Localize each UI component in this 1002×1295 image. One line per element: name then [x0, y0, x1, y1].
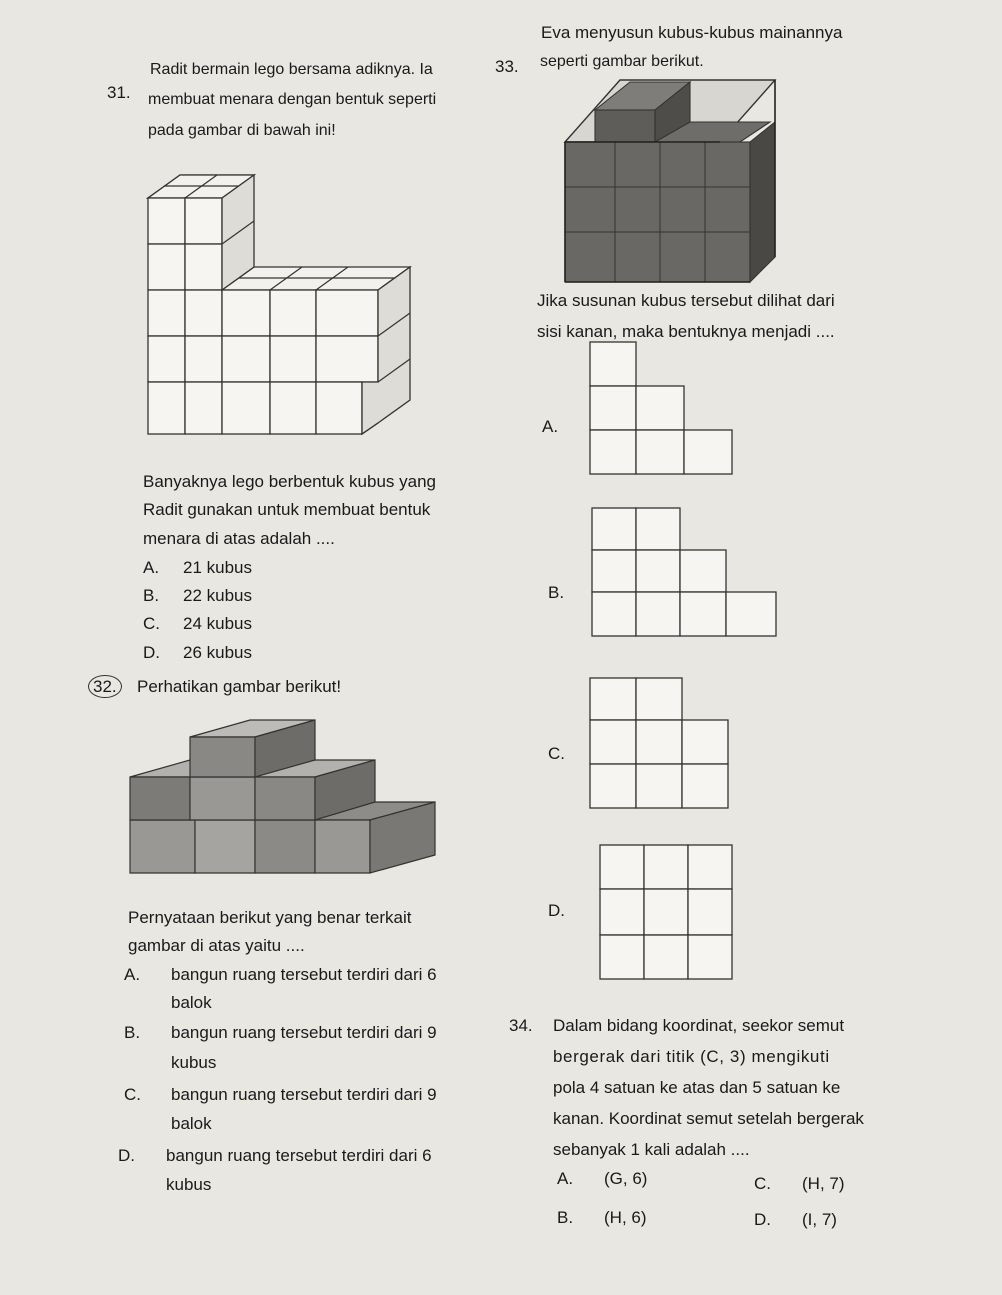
- q31-question-line2: Radit gunakan untuk membuat bentuk: [143, 500, 431, 519]
- q31-option-c-text[interactable]: 24 kubus: [183, 614, 252, 633]
- q32-option-d-line2[interactable]: kubus: [166, 1175, 212, 1194]
- q33-cubes-in-box-figure: [560, 72, 790, 287]
- q32-option-b-letter[interactable]: B.: [124, 1023, 141, 1042]
- q34-option-d-letter[interactable]: D.: [754, 1210, 771, 1229]
- q31-cube-tower-figure: [140, 170, 420, 460]
- q32-option-b-line1[interactable]: bangun ruang tersebut terdiri dari 9: [171, 1023, 437, 1042]
- q33-option-c-letter[interactable]: C.: [548, 744, 565, 763]
- q31-option-a-text[interactable]: 21 kubus: [183, 558, 252, 577]
- q34-text-line4: kanan. Koordinat semut setelah bergerak: [553, 1109, 864, 1128]
- q32-option-c-line2[interactable]: balok: [171, 1114, 212, 1133]
- q34-number: 34.: [509, 1016, 533, 1035]
- q34-option-a-letter[interactable]: A.: [557, 1169, 574, 1188]
- q32-option-a-line1[interactable]: bangun ruang tersebut terdiri dari 6: [171, 965, 437, 984]
- q32-option-d-letter[interactable]: D.: [118, 1146, 135, 1165]
- q33-text-line2: seperti gambar berikut.: [540, 53, 704, 70]
- q31-text-line2: membuat menara dengan bentuk seperti: [148, 91, 437, 108]
- q34-option-a-text[interactable]: (G, 6): [604, 1169, 648, 1188]
- q34-text-line5: sebanyak 1 kali adalah ....: [553, 1140, 750, 1159]
- q33-text-line1: Eva menyusun kubus-kubus mainannya: [541, 23, 843, 42]
- q34-option-d-text[interactable]: (I, 7): [802, 1210, 837, 1229]
- q31-option-c-letter[interactable]: C.: [143, 614, 160, 633]
- q32-title: Perhatikan gambar berikut!: [137, 677, 342, 696]
- q32-option-a-line2[interactable]: balok: [171, 993, 212, 1012]
- q32-stacked-blocks-figure: [125, 715, 445, 880]
- q33-option-b-letter[interactable]: B.: [548, 583, 565, 602]
- q33-option-b-grid[interactable]: [590, 506, 780, 640]
- q33-question-line2: sisi kanan, maka bentuknya menjadi ....: [537, 322, 835, 341]
- q32-option-c-letter[interactable]: C.: [124, 1085, 141, 1104]
- q31-number: 31.: [107, 83, 131, 102]
- q32-option-c-line1[interactable]: bangun ruang tersebut terdiri dari 9: [171, 1085, 437, 1104]
- q32-question-line2: gambar di atas yaitu ....: [128, 936, 305, 955]
- q33-option-a-grid[interactable]: [588, 340, 734, 476]
- q32-question-line1: Pernyataan berikut yang benar terkait: [128, 908, 412, 927]
- q31-option-d-letter[interactable]: D.: [143, 643, 160, 662]
- q34-text-line2: bergerak dari titik (C, 3) mengikuti: [553, 1047, 830, 1066]
- q31-option-a-letter[interactable]: A.: [143, 558, 160, 577]
- q33-option-a-letter[interactable]: A.: [542, 417, 559, 436]
- q33-option-c-grid[interactable]: [588, 676, 730, 810]
- q31-option-b-text[interactable]: 22 kubus: [183, 586, 252, 605]
- q31-text-line1: Radit bermain lego bersama adiknya. Ia: [150, 61, 433, 78]
- q31-option-b-letter[interactable]: B.: [143, 586, 160, 605]
- q31-text-line3: pada gambar di bawah ini!: [148, 122, 336, 139]
- q33-option-d-letter[interactable]: D.: [548, 901, 565, 920]
- q32-number: 32.: [88, 675, 122, 698]
- q32-option-a-letter[interactable]: A.: [124, 965, 141, 984]
- q33-option-d-grid[interactable]: [598, 843, 738, 983]
- q34-option-c-text[interactable]: (H, 7): [802, 1174, 845, 1193]
- q32-option-d-line1[interactable]: bangun ruang tersebut terdiri dari 6: [166, 1146, 432, 1165]
- q31-question-line1: Banyaknya lego berbentuk kubus yang: [143, 472, 436, 491]
- q34-option-b-text[interactable]: (H, 6): [604, 1208, 647, 1227]
- q34-text-line3: pola 4 satuan ke atas dan 5 satuan ke: [553, 1078, 841, 1097]
- q33-question-line1: Jika susunan kubus tersebut dilihat dari: [537, 291, 835, 310]
- q31-question-line3: menara di atas adalah ....: [143, 529, 335, 548]
- q32-option-b-line2[interactable]: kubus: [171, 1053, 217, 1072]
- q34-option-c-letter[interactable]: C.: [754, 1174, 771, 1193]
- q33-number: 33.: [495, 57, 519, 76]
- q34-option-b-letter[interactable]: B.: [557, 1208, 574, 1227]
- q34-text-line1: Dalam bidang koordinat, seekor semut: [553, 1016, 845, 1035]
- q31-option-d-text[interactable]: 26 kubus: [183, 643, 252, 662]
